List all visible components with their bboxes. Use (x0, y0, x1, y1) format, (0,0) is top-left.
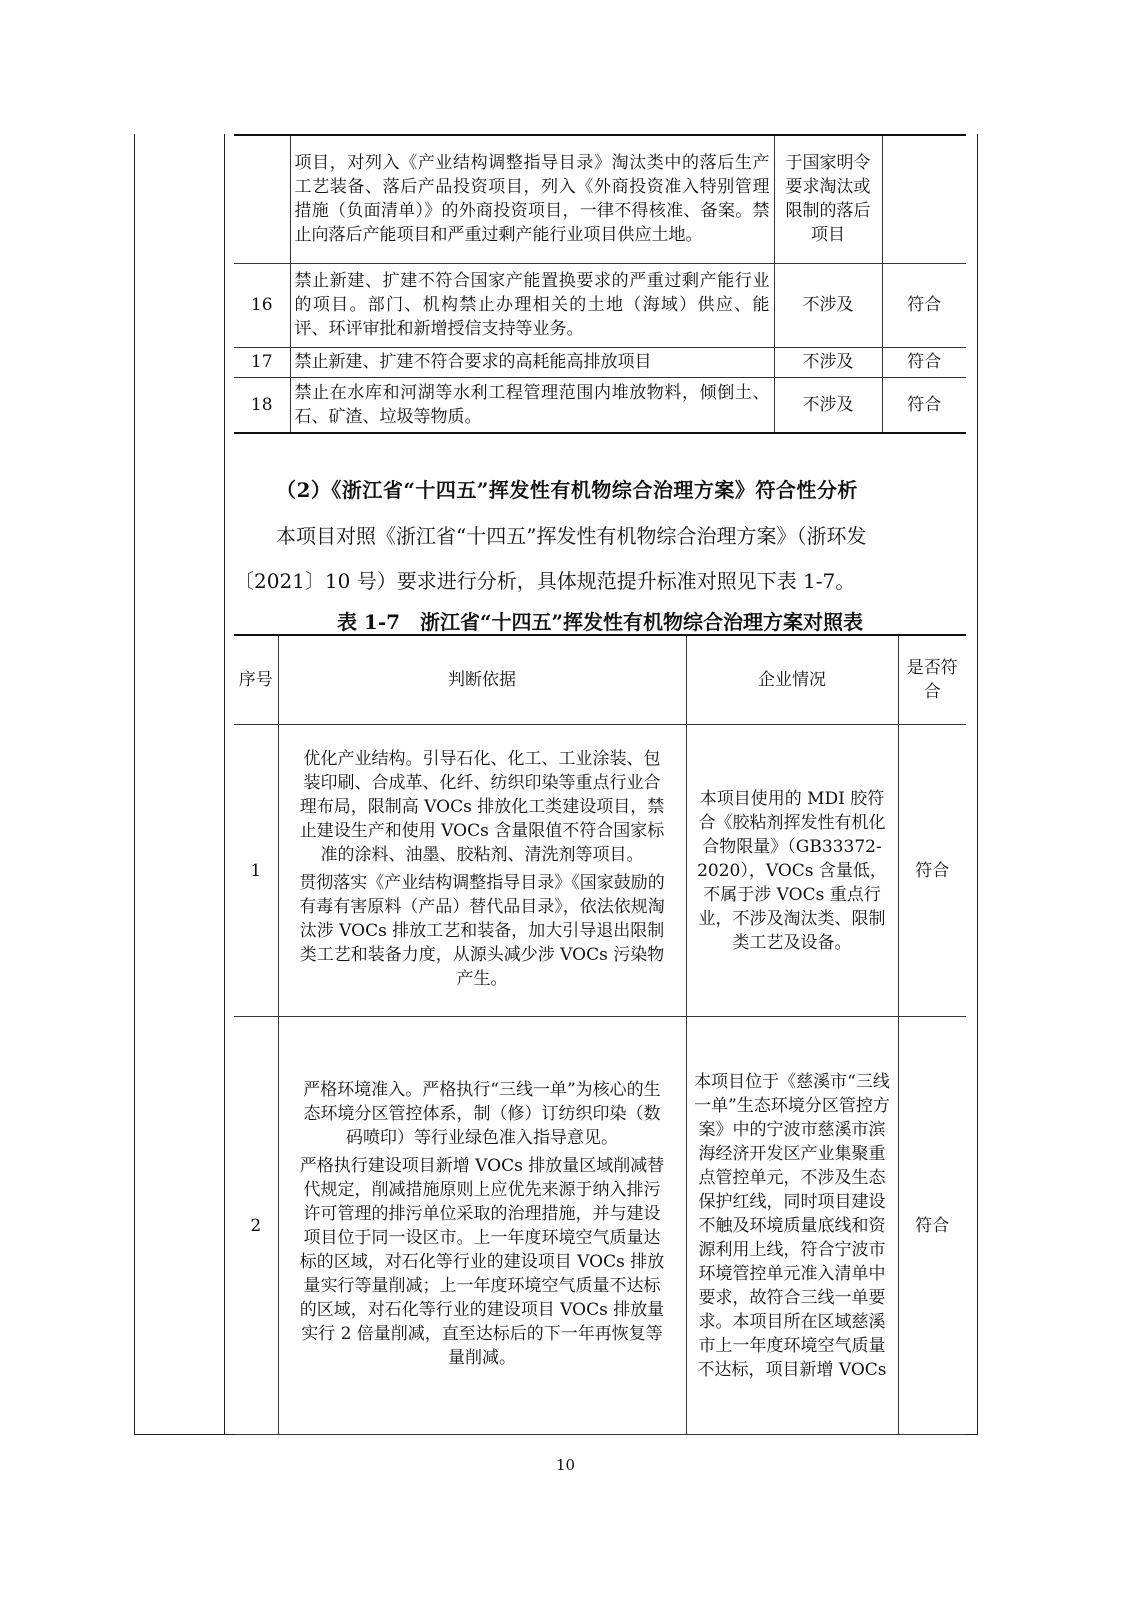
voc-comparison-table (234, 634, 966, 1435)
compliance-result: 符合 (898, 725, 966, 1017)
page-number: 10 (555, 1456, 576, 1474)
basis-paragraph: 优化产业结构。引导石化、化工、工业涂装、包装印刷、合成革、化纤、纺织印染等重点行业合理布局，限制高 VOCs 排放化工类建设项目，禁止建设生产和使用 VOCs 含量限值不符合国家标准的涂料、油墨、胶粘剂、清洗剂等项目。 (299, 748, 665, 865)
project-status: 于国家明令要求淘汰或限制的落后项目 (774, 135, 882, 263)
basis-paragraph: 严格环境准入。严格执行“三线一单”为核心的生态环境分区管控体系，制（修）订纺织印染（数码喷印）等行业绿色准入指导意见。 (303, 1079, 661, 1148)
enterprise-situation: 本项目使用的 MDI 胶符合《胶粘剂挥发性有机化合物限量》（GB33372-2020），VOCs 含量低，不属于涉 VOCs 重点行业，不涉及淘汰类、限制类工艺及设备。 (686, 725, 898, 1017)
header-enterprise: 企业情况 (686, 635, 898, 725)
table-caption: 表 1-7 浙江省“十四五”挥发性有机物综合治理方案对照表 (336, 610, 864, 634)
enterprise-situation: 本项目位于《慈溪市“三线一单”生态环境分区管控方案》中的宁波市慈溪市滨海经济开发区产业集聚重点管控单元，不涉及生态保护红线，同时项目建设不触及环境质量底线和资源利用上线，符合宁波市环境管控单元准入清单中要求，故符合三线一单要求。本项目所在区域慈溪市上一年度环境空气质量不达标，项目新增 VOCs (686, 1017, 898, 1435)
row-number: 18 (234, 377, 290, 433)
compliance-result: 符合 (882, 263, 966, 347)
table-row (234, 725, 966, 1017)
row-number (234, 135, 290, 263)
body-paragraph-line-2: 〔2021〕10 号）要求进行分析，具体规范提升标准对照见下表 1-7。 (234, 569, 856, 593)
row-number: 16 (234, 263, 290, 347)
judgment-basis (278, 1017, 686, 1435)
project-status: 不涉及 (774, 347, 882, 377)
compliance-result: 符合 (898, 1017, 966, 1435)
requirement-text: 禁止在水库和河湖等水利工程管理范围内堆放物料，倾倒土、石、矿渣、垃圾等物质。 (290, 377, 774, 433)
table-row (234, 347, 966, 377)
previous-requirements-table (234, 134, 966, 434)
requirement-text: 禁止新建、扩建不符合国家产能置换要求的严重过剩产能行业的项目。部门、机构禁止办理相关的土地（海域）供应、能评、环评审批和新增授信支持等业务。 (290, 263, 774, 347)
header-number: 序号 (234, 635, 278, 725)
header-compliance: 是否符合 (898, 635, 966, 725)
table-header-row (234, 635, 966, 725)
body-paragraph-line-1: 本项目对照《浙江省“十四五”挥发性有机物综合治理方案》（浙环发 (276, 524, 867, 548)
row-number: 17 (234, 347, 290, 377)
basis-paragraph: 严格执行建设项目新增 VOCs 排放量区域削减替代规定，削减措施原则上应优先来源于纳入排污许可管理的排污单位采取的治理措施，并与建设项目位于同一设区市。上一年度环境空气质量达标的区域，对石化等行业的建设项目 VOCs 排放量实行等量削减；上一年度环境空气质量不达标的区域，对石化等行业的建设项目 VOCs 排放量实行 2 倍量削减，直至达标后的下一年再恢复等量削减。 (299, 1155, 665, 1368)
table-row (234, 1017, 966, 1435)
project-status: 不涉及 (774, 377, 882, 433)
row-number: 1 (234, 725, 278, 1017)
compliance-result: 符合 (882, 347, 966, 377)
table-row (234, 263, 966, 347)
section-heading: （2）《浙江省“十四五”挥发性有机物综合治理方案》符合性分析 (276, 478, 858, 502)
requirement-text: 禁止新建、扩建不符合要求的高耗能高排放项目 (290, 347, 774, 377)
compliance-result: 符合 (882, 377, 966, 433)
header-basis: 判断依据 (278, 635, 686, 725)
basis-paragraph: 贯彻落实《产业结构调整指导目录》《国家鼓励的有毒有害原料（产品）替代品目录》，依法依规淘汰涉 VOCs 排放工艺和装备，加大引导退出限制类工艺和装备力度，从源头减少涉 VOCs 污染物产生。 (299, 872, 665, 989)
requirement-text: 项目，对列入《产业结构调整指导目录》淘汰类中的落后生产工艺装备、落后产品投资项目，列入《外商投资准入特别管理措施（负面清单）》的外商投资项目，一律不得核准、备案。禁止向落后产能项目和严重过剩产能行业项目供应土地。 (290, 135, 774, 263)
project-status: 不涉及 (774, 263, 882, 347)
table-row (234, 135, 966, 263)
table-row (234, 377, 966, 433)
judgment-basis (278, 725, 686, 1017)
frame-inner-divider (224, 134, 225, 1434)
compliance-result (882, 135, 966, 263)
row-number: 2 (234, 1017, 278, 1435)
